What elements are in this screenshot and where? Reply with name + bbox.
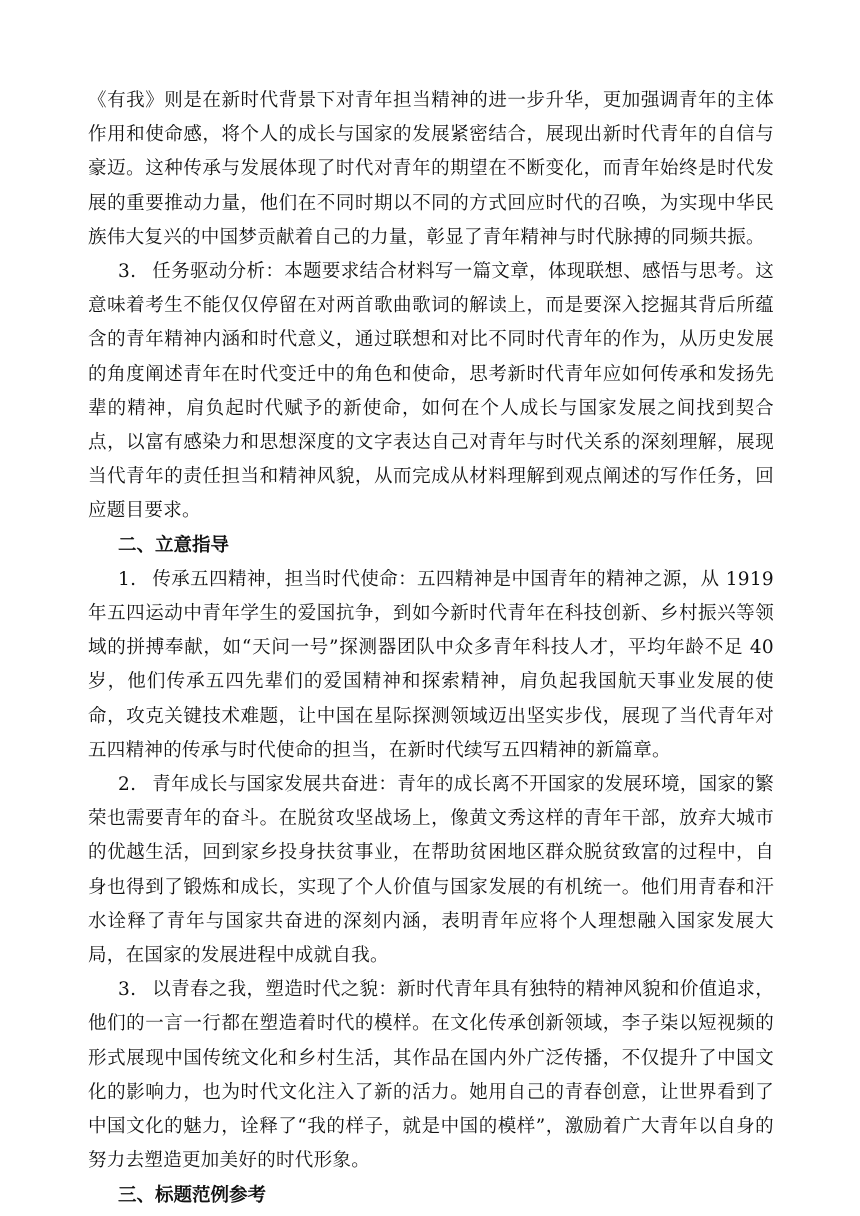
- paragraph-text: 传承五四精神，担当时代使命：五四精神是中国青年的精神之源，从 1919 年五四运动中青年学生的爱国抗争，到如今新时代青年在科技创新、乡村振兴等领域的拼搏奉献，如“天问一号”探测器团队中众多青年科技人才，平均年龄不足 40 岁，他们传承五四先辈们的爱国精神和探索精神，肩负起我国航天事业发展的使命，攻克关键技术难题，让中国在星际探测领域迈出坚实步伐，展现了当代青年对五四精神的传承与时代使命的担当，在新时代续写五四精神的新篇章。: [88, 568, 774, 761]
- paragraph-task-analysis: [88, 255, 774, 529]
- section-heading-title-examples: 三、标题范例参考: [118, 1184, 267, 1206]
- document-page: [88, 84, 774, 1213]
- paragraph-text: 青年成长与国家发展共奋进：青年的成长离不开国家的发展环境，国家的繁荣也需要青年的奋斗。在脱贫攻坚战场上，像黄文秀这样的青年干部，放弃大城市的优越生活，回到家乡投身扶贫事业，在帮助贫困地区群众脱贫致富的过程中，自身也得到了锻炼和成长，实现了个人价值与国家发展的有机统一。他们用青春和汗水诠释了青年与国家共奋进的深刻内涵，表明青年应将个人理想融入国家发展大局，在国家的发展进程中成就自我。: [88, 774, 774, 967]
- paragraph-text: 任务驱动分析：本题要求结合材料写一篇文章，体现联想、感悟与思考。这意味着考生不能仅仅停留在对两首歌曲歌词的解读上，而是要深入挖掘其背后所蕴含的青年精神内涵和时代意义，通过联想和对比不同时代青年的作为，从历史发展的角度阐述青年在时代变迁中的角色和使命，思考新时代青年应如何传承和发扬先辈的精神，肩负起时代赋予的新使命，如何在个人成长与国家发展之间找到契合点，以富有感染力和思想深度的文字表达自己对青年与时代关系的深刻理解，展现当代青年的责任担当和精神风貌，从而完成从材料理解到观点阐述的写作任务，回应题目要求。: [88, 261, 774, 522]
- paragraph-guidance-3: [88, 973, 774, 1178]
- paragraph-continuation: 《有我》则是在新时代背景下对青年担当精神的进一步升华，更加强调青年的主体作用和使命感，将个人的成长与国家的发展紧密结合，展现出新时代青年的自信与豪迈。这种传承与发展体现了时代对青年的期望在不断变化，而青年始终是时代发展的重要推动力量，他们在不同时期以不同的方式回应时代的召唤，为实现中华民族伟大复兴的中国梦贡献着自己的力量，彰显了青年精神与时代脉搏的同频共振。: [88, 90, 774, 248]
- item-number: 3.: [118, 979, 137, 1001]
- item-number: 2.: [118, 774, 137, 796]
- paragraph-text: 以青春之我，塑造时代之貌：新时代青年具有独特的精神风貌和价值追求，他们的一言一行都在塑造着时代的模样。在文化传承创新领域，李子柒以短视频的形式展现中国传统文化和乡村生活，其作品在国内外广泛传播，不仅提升了中国文化的影响力，也为时代文化注入了新的活力。她用自己的青春创意，让世界看到了中国文化的魅力，诠释了“我的样子，就是中国的模样”，激励着广大青年以自身的努力去塑造更加美好的时代形象。: [88, 979, 774, 1172]
- item-number: 1.: [118, 568, 137, 590]
- paragraph-guidance-1: [88, 563, 774, 768]
- paragraph-guidance-2: [88, 768, 774, 973]
- section-heading-guidance: 二、立意指导: [118, 534, 230, 556]
- item-number: 3.: [118, 261, 137, 283]
